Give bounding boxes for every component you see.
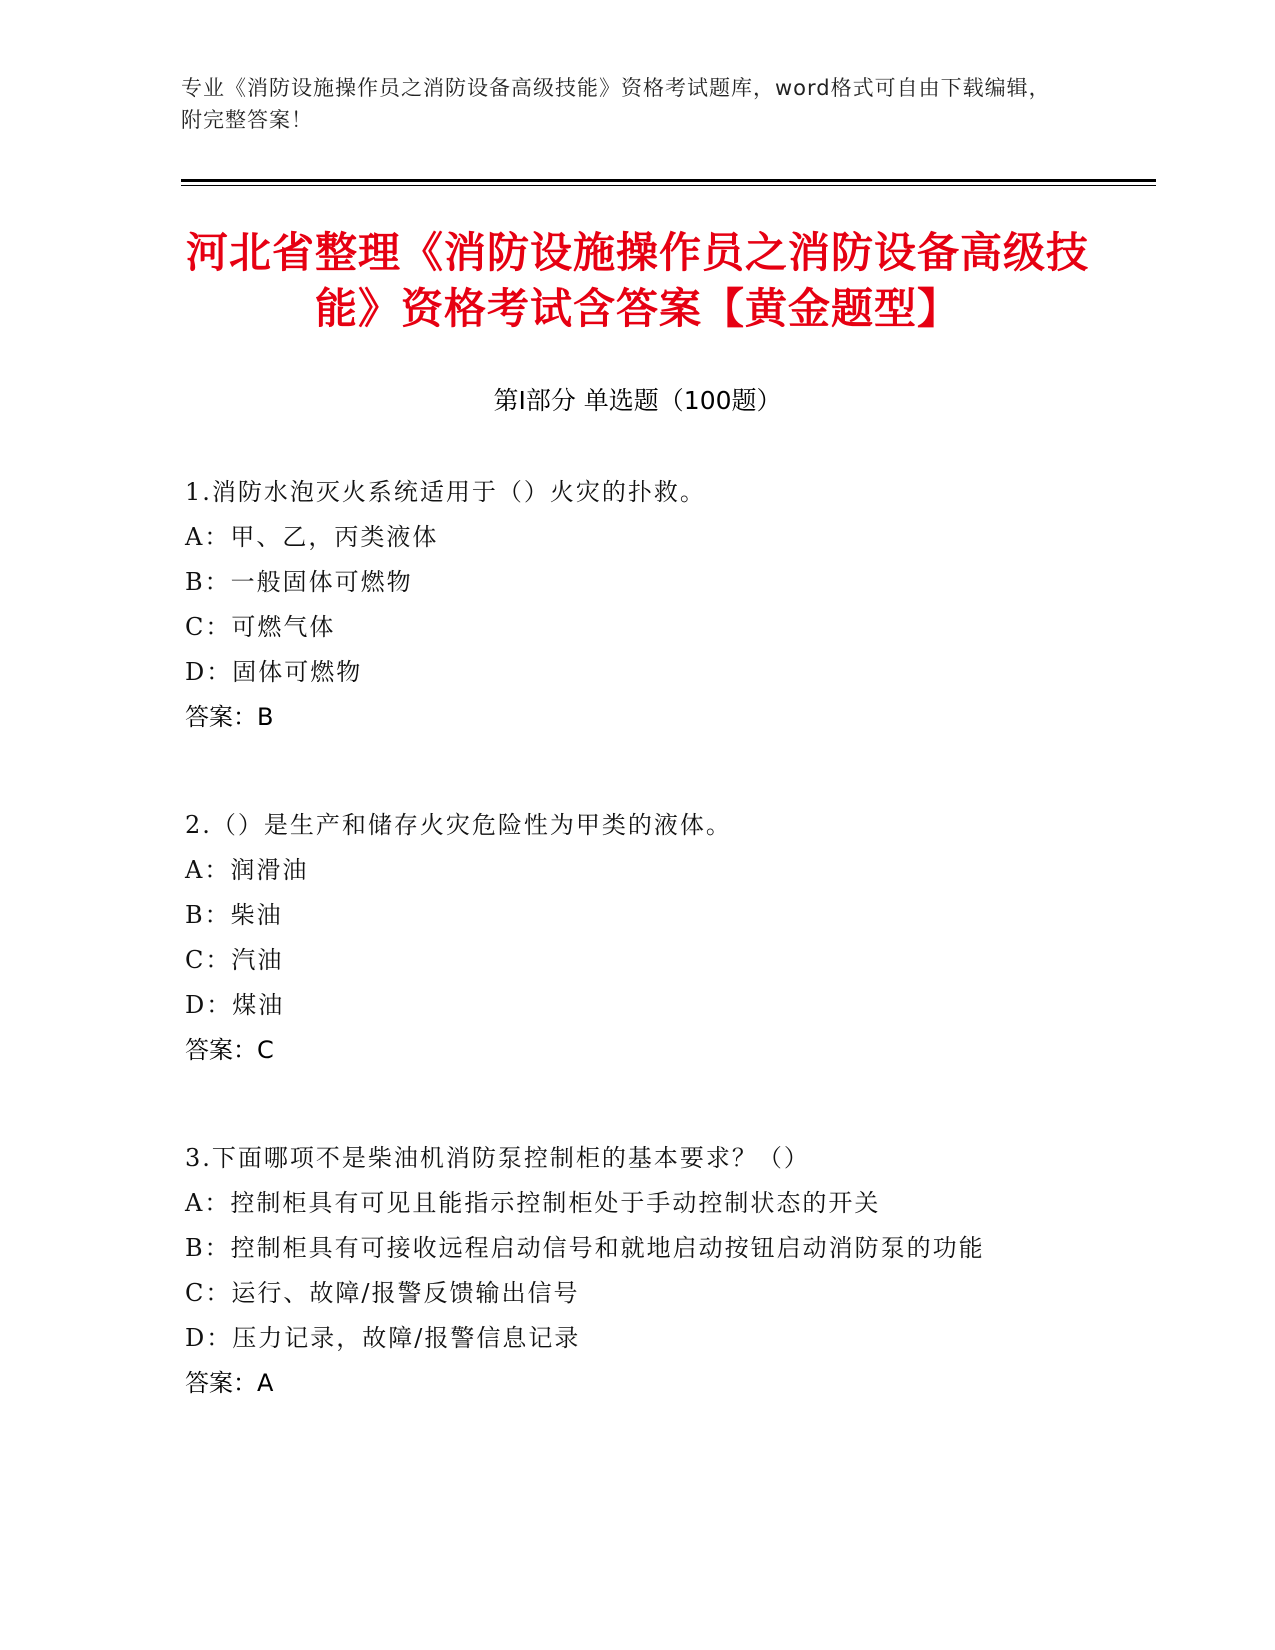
section-title: 第Ⅰ部分 单选题（100题） [493,386,782,415]
document-title: 河北省整理《消防设施操作员之消防设备高级技能》资格考试含答案【黄金题型】 [185,228,1089,333]
question-stem: 2.（）是生产和储存火灾危险性为甲类的液体。 [185,811,732,839]
question-1 [185,470,1085,740]
option-a: A：润滑油 [185,856,309,884]
option-b: B：一般固体可燃物 [185,568,413,596]
question-stem: 1.消防水泡灭火系统适用于（）火灾的扑救。 [185,478,706,506]
option-a: A：甲、乙，丙类液体 [185,523,439,551]
header-note: 专业《消防设施操作员之消防设备高级技能》资格考试题库，word格式可自由下载编辑，附完整答案！ [181,76,1051,132]
answer-line: 答案：A [185,1369,274,1397]
question-list [185,470,1085,1469]
question-3 [185,1136,1085,1406]
question-stem: 3.下面哪项不是柴油机消防泵控制柜的基本要求？（） [185,1144,810,1172]
option-a: A：控制柜具有可见且能指示控制柜处于手动控制状态的开关 [185,1189,881,1217]
option-d: D：压力记录，故障/报警信息记录 [185,1324,581,1352]
header-divider-thick [181,179,1156,182]
option-d: D：固体可燃物 [185,658,363,686]
option-c: C：汽油 [185,946,284,974]
option-b: B：柴油 [185,901,283,929]
option-b: B：控制柜具有可接收远程启动信号和就地启动按钮启动消防泵的功能 [185,1234,985,1262]
answer-line: 答案：B [185,703,274,731]
question-2 [185,803,1085,1073]
option-d: D：煤油 [185,991,285,1019]
answer-line: 答案：C [185,1036,274,1064]
option-c: C：可燃气体 [185,613,336,641]
header-divider-thin [181,185,1156,186]
option-c: C：运行、故障/报警反馈输出信号 [185,1279,580,1307]
